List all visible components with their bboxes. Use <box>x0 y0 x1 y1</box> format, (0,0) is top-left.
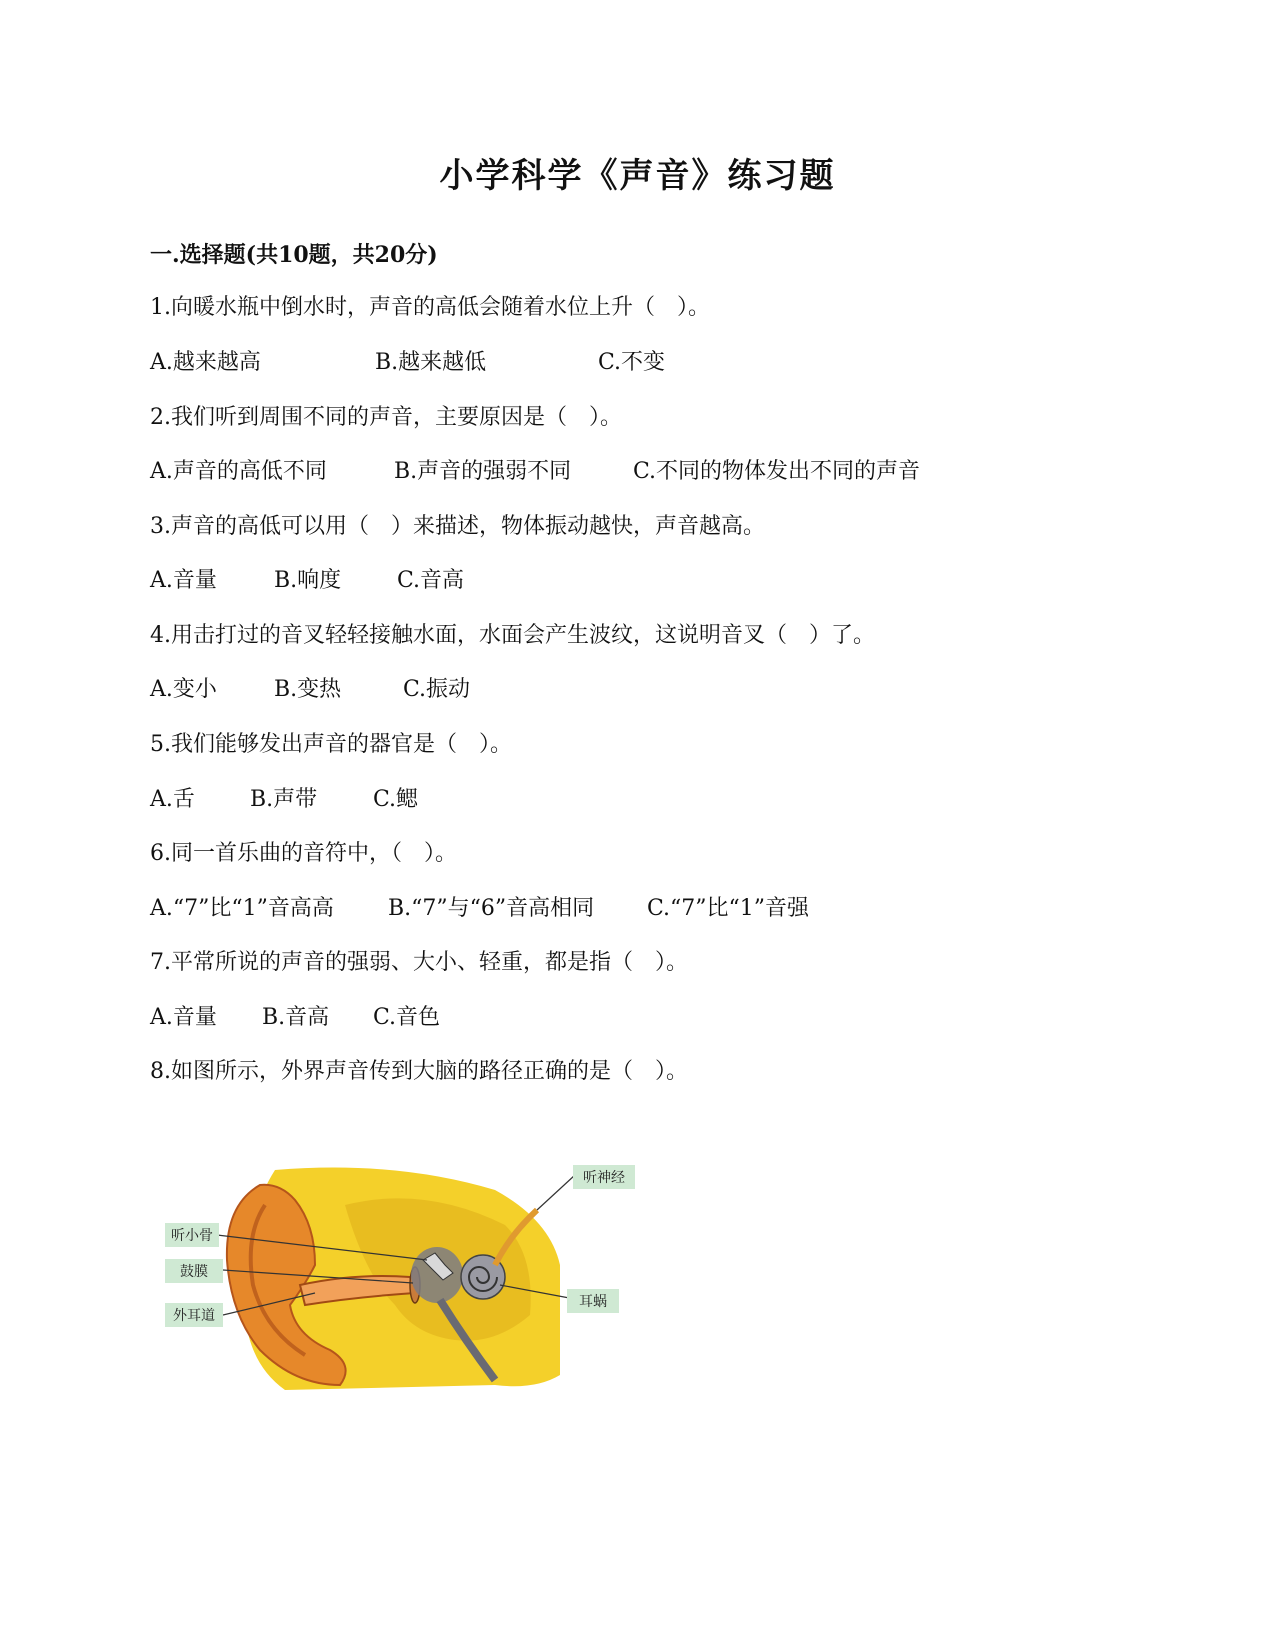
option-b: B.越来越低 <box>375 350 487 375</box>
option-b: B.“7”与“6”音高相同 <box>388 896 595 921</box>
label-cochlea-text: 耳蜗 <box>579 1294 607 1310</box>
label-ossicles-text: 听小骨 <box>171 1228 213 1244</box>
question-2: 2.我们听到周围不同的声音，主要原因是（ ）。 <box>150 405 622 430</box>
option-c: C.音高 <box>397 568 465 593</box>
option-c: C.不变 <box>598 350 666 375</box>
option-a: A.音量 <box>150 1005 217 1030</box>
label-eardrum <box>165 1259 223 1283</box>
option-a: A.“7”比“1”音高高 <box>150 896 334 921</box>
label-ear-canal-text: 外耳道 <box>173 1308 215 1324</box>
label-auditory-nerve <box>573 1165 635 1189</box>
option-c: C.不同的物体发出不同的声音 <box>633 459 921 484</box>
option-a: A.声音的高低不同 <box>150 459 327 484</box>
question-1: 1.向暖水瓶中倒水时，声音的高低会随着水位上升（ ）。 <box>150 295 710 320</box>
label-cochlea <box>567 1289 619 1313</box>
section-heading: 一.选择题(共10题，共20分) <box>150 242 438 268</box>
question-7: 7.平常所说的声音的强弱、大小、轻重，都是指（ ）。 <box>150 950 688 975</box>
label-auditory-nerve-text: 听神经 <box>583 1170 625 1186</box>
question-5: 5.我们能够发出声音的器官是（ ）。 <box>150 732 512 757</box>
option-b: B.变热 <box>274 677 342 702</box>
option-b: B.声音的强弱不同 <box>394 459 572 484</box>
option-b: B.声带 <box>250 787 318 812</box>
label-eardrum-text: 鼓膜 <box>180 1264 208 1280</box>
question-4: 4.用击打过的音叉轻轻接触水面，水面会产生波纹，这说明音叉（ ）了。 <box>150 623 875 648</box>
question-3: 3.声音的高低可以用（ ）来描述，物体振动越快，声音越高。 <box>150 514 765 539</box>
option-b: B.音高 <box>262 1005 330 1030</box>
option-a: A.变小 <box>150 677 217 702</box>
option-c: C.振动 <box>403 677 471 702</box>
label-ear-canal <box>165 1303 223 1327</box>
option-c: C.鳃 <box>373 787 419 812</box>
ear-anatomy-figure <box>165 1165 665 1410</box>
label-ossicles <box>165 1223 219 1247</box>
question-8: 8.如图所示，外界声音传到大脑的路径正确的是（ ）。 <box>150 1059 688 1084</box>
option-c: C.音色 <box>373 1005 441 1030</box>
page-title: 小学科学《声音》练习题 <box>439 156 836 196</box>
option-a: A.越来越高 <box>150 350 261 375</box>
option-c: C.“7”比“1”音强 <box>647 896 810 921</box>
option-a: A.舌 <box>150 787 195 812</box>
option-a: A.音量 <box>150 568 217 593</box>
leader-nerve <box>537 1175 575 1210</box>
question-6: 6.同一首乐曲的音符中，（ ）。 <box>150 841 457 866</box>
option-b: B.响度 <box>274 568 342 593</box>
